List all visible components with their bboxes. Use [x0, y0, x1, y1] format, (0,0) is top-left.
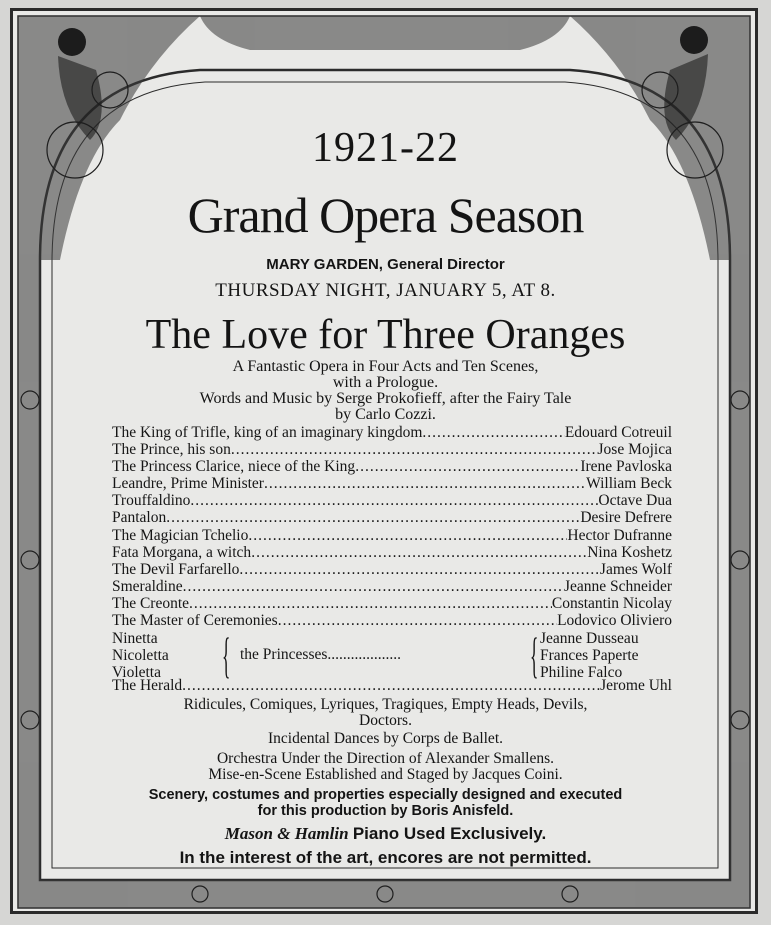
scenery-line: for this production by Boris Anisfeld. — [257, 803, 514, 819]
cast-role: Leandre, Prime Minister — [112, 475, 264, 493]
cast-row — [112, 544, 672, 561]
cast-singer: Jeanne Schneider — [563, 577, 672, 595]
chorus-line: Doctors. — [359, 712, 412, 729]
right-brace: { — [530, 627, 539, 683]
cast-singer: William Beck — [586, 475, 672, 493]
cast-role: The Master of Ceremonies — [112, 612, 278, 630]
cast-row — [112, 424, 672, 441]
encore-notice: In the interest of the art, encores are not permitted. — [179, 848, 592, 867]
cast-role: Pantalon — [112, 509, 167, 527]
cast-row — [112, 492, 672, 509]
princess-singer: Philine Falco — [540, 664, 623, 681]
scenery-line: Scenery, costumes and properties especially designed and executed — [148, 787, 623, 803]
princess-names — [112, 630, 169, 681]
dances-line: Incidental Dances by Corps de Ballet. — [267, 730, 503, 747]
left-brace: { — [222, 627, 231, 683]
opera-title: The Love for Three Oranges — [145, 312, 626, 358]
cast-singer: Jerome Uhl — [600, 677, 672, 694]
cast-role: The Magician Tchelio — [112, 526, 249, 544]
director-line — [0, 256, 771, 273]
cast-role: The Princess Clarice, niece of the King — [112, 458, 356, 476]
season-title: Grand Opera Season — [187, 187, 584, 243]
cast-role: Fata Morgana, a witch — [112, 543, 252, 561]
cast-singer: Constantin Nicolay — [551, 594, 672, 612]
cast-singer: Desire Defrere — [580, 509, 672, 527]
chorus-line: Ridicules, Comiques, Lyriques, Tragiques, Empty Heads, Devils, — [183, 696, 588, 713]
cast-role: The Prince, his son — [112, 441, 231, 459]
season-years: 1921-22 — [312, 125, 459, 171]
cast-singer: Irene Pavloska — [580, 458, 672, 476]
cast-role: The King of Trifle, king of an imaginary kingdom — [112, 424, 423, 441]
princess-singer: Frances Paperte — [540, 647, 639, 664]
cast-singer: Jose Mojica — [597, 441, 672, 459]
princesses-label: the Princesses................... — [240, 646, 402, 663]
staging-line: Mise-en-Scene Established and Staged by Jacques Coini. — [208, 766, 563, 783]
cast-row — [112, 612, 672, 629]
orchestra-line: Orchestra Under the Direction of Alexander Smallens. — [216, 750, 554, 767]
piano-text: Piano Used Exclusively. — [352, 824, 547, 843]
princess-name: Violetta — [112, 664, 161, 681]
cast-row — [112, 595, 672, 612]
cast-singer: Lodovico Oliviero — [557, 612, 672, 630]
piano-line — [0, 826, 771, 843]
cast-row — [112, 578, 672, 595]
princesses-group — [112, 627, 672, 683]
herald-row-wrap — [112, 677, 672, 694]
cast-singer: Edouard Cotreuil — [564, 424, 672, 441]
cast-singer: Octave Dua — [598, 492, 672, 510]
cast-row — [112, 458, 672, 475]
director-role: General Director — [387, 256, 505, 273]
opera-subtitle-line: A Fantastic Opera in Four Acts and Ten Scenes, — [232, 358, 539, 375]
performance-date: THURSDAY NIGHT, JANUARY 5, AT 8. — [215, 280, 556, 301]
cast-role: The Creonte — [112, 594, 190, 612]
princess-singer: Jeanne Dusseau — [540, 630, 639, 647]
cast-role: Trouffaldino — [112, 492, 191, 510]
cast-singer: James Wolf — [599, 560, 672, 578]
cast-row — [112, 677, 672, 694]
princess-singers — [540, 630, 639, 681]
cast-row — [112, 561, 672, 578]
princess-name: Nicoletta — [112, 647, 169, 664]
cast-role: The Herald — [112, 677, 183, 694]
cast-row — [112, 509, 672, 526]
cast-row — [112, 441, 672, 458]
opera-subtitle-line: Words and Music by Serge Prokofieff, after the Fairy Tale — [199, 390, 572, 407]
cast-singer: Nina Koshetz — [587, 543, 672, 561]
cast-list — [112, 424, 672, 629]
cast-role: The Devil Farfarello — [112, 560, 240, 578]
cast-singer: Hector Dufranne — [567, 526, 672, 544]
cast-role: Smeraldine — [112, 577, 183, 595]
director-name: MARY GARDEN, — [266, 256, 383, 273]
opera-subtitle-line: with a Prologue. — [332, 374, 439, 391]
opera-subtitle-line: by Carlo Cozzi. — [335, 406, 436, 423]
cast-row — [112, 475, 672, 492]
princess-name: Ninetta — [112, 630, 158, 647]
cast-row — [112, 527, 672, 544]
piano-brand: Mason & Hamlin — [224, 824, 349, 843]
